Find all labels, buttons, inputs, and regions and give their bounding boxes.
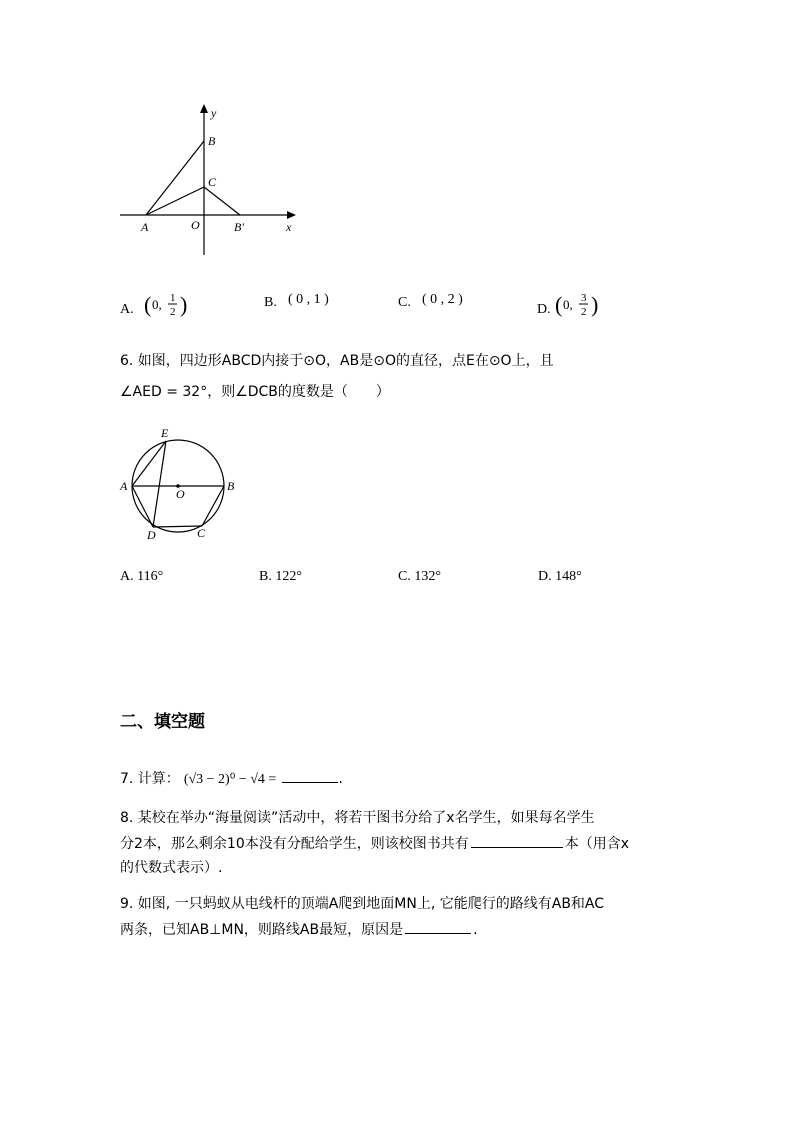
q6-option-a[interactable]: A. 116° bbox=[120, 569, 164, 584]
chord-AD bbox=[132, 486, 153, 527]
q9-line2-tail: . bbox=[473, 922, 478, 938]
label-A: A bbox=[120, 479, 128, 493]
y-axis-arrow bbox=[200, 104, 208, 113]
q5-option-a-label: A. bbox=[120, 302, 134, 317]
label-Bprime: B′ bbox=[234, 220, 244, 234]
q5-option-a-value bbox=[144, 289, 194, 323]
svg-text:1: 1 bbox=[170, 292, 176, 304]
label-C: C bbox=[208, 175, 217, 189]
label-O: O bbox=[191, 218, 200, 232]
svg-text:): ) bbox=[180, 292, 188, 317]
label-D: D bbox=[147, 528, 156, 542]
svg-text:0,: 0, bbox=[563, 297, 573, 312]
segment-AB bbox=[146, 141, 204, 215]
q5-figure bbox=[112, 100, 312, 260]
segment-CBprime bbox=[204, 187, 240, 215]
svg-text:2: 2 bbox=[170, 306, 176, 318]
q8-line2-text: 分2本，那么剩余10本没有分配给学生，则该校图书共有 bbox=[120, 836, 469, 852]
q6-option-c[interactable]: C. 132° bbox=[398, 569, 441, 584]
label-O: O bbox=[176, 487, 185, 501]
label-x: x bbox=[286, 220, 292, 234]
q6-stem-line1: 6. 如图，四边形ABCD内接于⊙O，AB是⊙O的直径，点E在⊙O上，且 bbox=[120, 353, 554, 369]
section-heading: 二、填空题 bbox=[120, 712, 205, 732]
svg-text:0,: 0, bbox=[152, 297, 162, 312]
q6-stem-line2: ∠AED = 32°，则∠DCB的度数是（ ） bbox=[120, 384, 390, 400]
segment-AC bbox=[146, 187, 204, 215]
label-B: B bbox=[227, 479, 235, 493]
q7 bbox=[120, 768, 343, 790]
label-E: E bbox=[161, 426, 169, 440]
q9-line2-text: 两条，已知AB⊥MN，则路线AB最短，原因是 bbox=[120, 922, 404, 938]
q9-answer-blank[interactable] bbox=[405, 919, 471, 934]
svg-text:3: 3 bbox=[581, 292, 587, 304]
q7-suffix: . bbox=[338, 771, 343, 787]
q8-answer-blank[interactable] bbox=[471, 833, 563, 848]
chord-DC bbox=[153, 526, 202, 527]
svg-text:(: ( bbox=[555, 292, 563, 317]
svg-text:(: ( bbox=[144, 292, 152, 317]
q6-option-b[interactable]: B. 122° bbox=[259, 569, 302, 584]
q5-option-d-label: D. bbox=[537, 302, 551, 317]
q5-option-c-label: C. bbox=[398, 295, 411, 310]
q8-line2-tail: 本（用含x bbox=[564, 836, 630, 852]
svg-text:2: 2 bbox=[581, 306, 587, 318]
q9-line1: 9. 如图, 一只蚂蚁从电线杆的顶端A爬到地面MN上, 它能爬行的路线有AB和AC bbox=[120, 896, 605, 912]
chord-ED bbox=[153, 441, 166, 527]
label-y: y bbox=[211, 106, 217, 120]
q6-figure bbox=[116, 422, 246, 547]
q8-line2 bbox=[120, 833, 629, 854]
q7-expression: (√3 − 2)⁰ − √4 = bbox=[183, 772, 277, 787]
q5-option-b-label: B. bbox=[264, 295, 277, 310]
label-B: B bbox=[208, 134, 216, 148]
chord-AE bbox=[132, 441, 166, 486]
q8-line3: 的代数式表示）. bbox=[120, 860, 223, 876]
q5-option-b-value: ( 0 , 1 ) bbox=[288, 292, 329, 307]
q9-line2 bbox=[120, 919, 478, 940]
label-C: C bbox=[197, 526, 206, 540]
q5-option-d-value bbox=[555, 289, 605, 323]
q7-answer-blank[interactable] bbox=[282, 768, 338, 783]
q7-prefix: 7. 计算： bbox=[120, 771, 180, 787]
q8-line1: 8. 某校在举办“海量阅读”活动中，将若干图书分给了x名学生，如果每名学生 bbox=[120, 810, 595, 826]
q5-option-c-value: ( 0 , 2 ) bbox=[422, 292, 463, 307]
x-axis-arrow bbox=[287, 211, 296, 219]
svg-text:): ) bbox=[591, 292, 599, 317]
chord-CB bbox=[202, 486, 224, 526]
label-A: A bbox=[141, 220, 149, 234]
q6-option-d[interactable]: D. 148° bbox=[538, 569, 582, 584]
